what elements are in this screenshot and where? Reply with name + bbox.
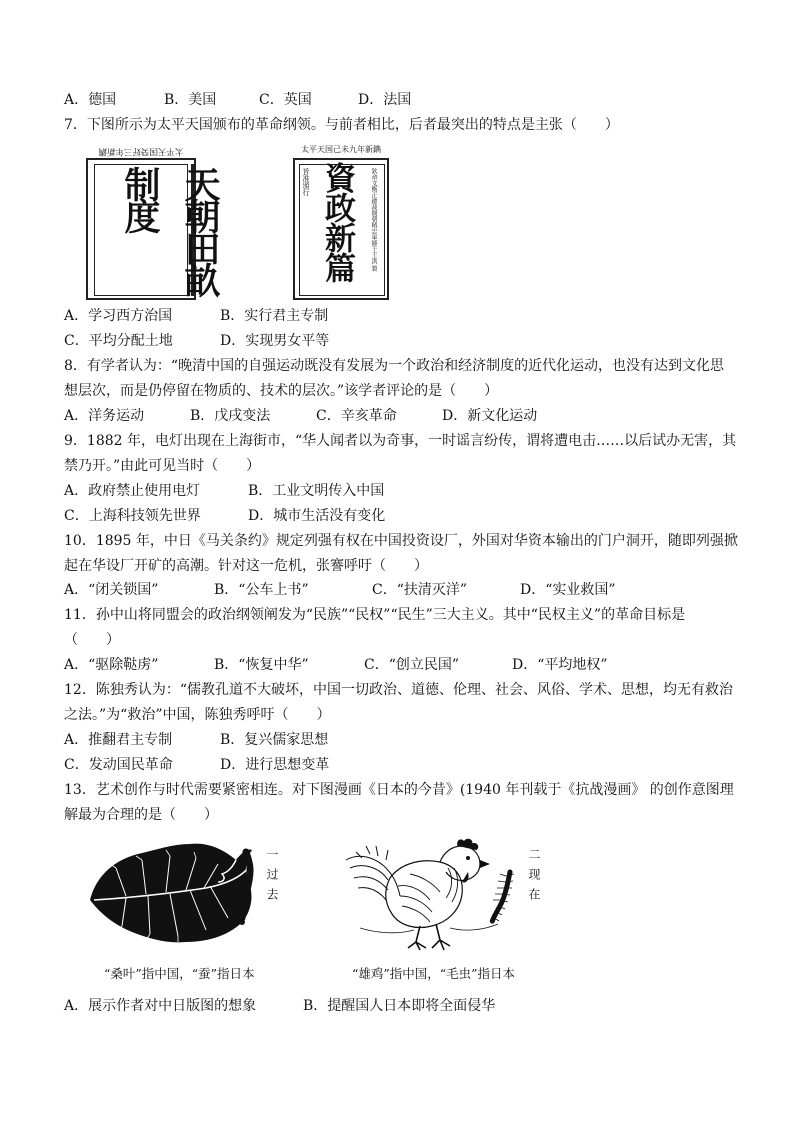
q13-stem-line2: 解最为合理的是（ ） [64, 807, 218, 823]
q11-option-d: D．“平均地权” [512, 657, 608, 673]
panel1-label: 一过去 [265, 848, 279, 908]
q10-option-d: D．“实业救国” [520, 582, 616, 598]
q13-option-a: A．展示作者对中日版图的想象 [64, 998, 257, 1014]
q9-option-b: B．工业文明传入中国 [248, 483, 385, 499]
q12-option-a: A．推翻君主专制 [64, 732, 173, 748]
q8-option-c: C．辛亥革命 [316, 408, 397, 424]
q8-option-b: B．戊戌变法 [190, 408, 271, 424]
q7-option-b: B．实行君主专制 [220, 308, 329, 324]
q7-option-a: A．学习西方治国 [64, 308, 173, 324]
q12-option-c: C．发动国民革命 [64, 757, 173, 773]
q6-option-c: C．英国 [259, 92, 312, 108]
book2-side-right: 欽命文衡正總裁開朝精忠軍師干王洪 製 [370, 168, 377, 272]
q8-stem-line1: 8．有学者认为：“晚清中国的自强运动既没有发展为一个政治和经济制度的近代化运动，也没有达到文化思 [64, 358, 725, 374]
caterpillar-illustration [488, 868, 518, 928]
q13-stem-line1: 13．艺术创作与时代需要紧密相连。对下图漫画《日本的今昔》(1940 年刊载于《抗战漫画》 的创作意图理 [64, 782, 734, 798]
q13-cartoon-panel2 [340, 838, 550, 988]
q9-stem-line1: 9．1882 年，电灯出现在上海街市，“华人闻者以为奇事，一时谣言纷传，谓将遭电击……以后试办无害，其 [64, 433, 737, 449]
q7-option-d: D．实现男女平等 [220, 333, 330, 349]
q8-option-d: D．新文化运动 [442, 408, 538, 424]
rooster-illustration [340, 838, 510, 953]
q12-option-d: D．进行思想变革 [220, 757, 330, 773]
q7-figure-book2 [293, 144, 389, 300]
q8-stem-line2: 想层次，而是仍停留在物质的、技术的层次。”该学者评论的是（ ） [64, 383, 499, 399]
book2-cover [293, 158, 389, 300]
q7-option-c: C．平均分配土地 [64, 333, 173, 349]
q9-option-d: D．城市生活没有变化 [248, 508, 386, 524]
book1-title: 天朝田畝制度 [119, 166, 221, 294]
q11-option-a: A．“驱除鞑虏” [64, 657, 159, 673]
silkworm-illustration [234, 848, 264, 928]
q12-option-b: B．复兴儒家思想 [220, 732, 329, 748]
q10-option-c: C．“扶清灭洋” [372, 582, 468, 598]
q10-stem-line1: 10．1895 年，中日《马关条约》规定列强有权在中国投资设厂，外国对华资本输出的门户洞开，随即列强掀 [64, 533, 738, 549]
book2-header: 太平天国己未九年新鐫 [301, 145, 381, 154]
q11-stem-line1: 11．孙中山将同盟会的政治纲领阐发为“民族”“民权”“民生”三大主义。其中“民权主义”的革命目标是 [64, 607, 686, 623]
q11-stem-line2: （ ） [64, 632, 120, 648]
q6-option-b: B．美国 [164, 92, 217, 108]
q10-option-b: B．“公车上书” [214, 582, 309, 598]
q11-option-b: B．“恢复中华” [214, 657, 309, 673]
q9-option-c: C．上海科技领先世界 [64, 508, 201, 524]
q13-cartoon-panel1 [86, 838, 286, 988]
panel2-label: 二现在 [527, 848, 541, 908]
panel1-caption: “桑叶”指中国，“蚕”指日本 [104, 966, 255, 981]
q7-stem: 7．下图所示为太平天国颁布的革命纲领。与前者相比，后者最突出的特点是主张（ ） [64, 117, 619, 133]
q9-option-a: A．政府禁止使用电灯 [64, 483, 201, 499]
book1-header: 太平天国癸好三年新鐫 [98, 146, 184, 156]
q13-option-b: B．提醒国人日本即将全面侵华 [303, 998, 496, 1014]
q12-stem-line2: 之法。”为“救治”中国，陈独秀呼吁（ ） [64, 707, 331, 723]
q10-option-a: A．“闭关锁国” [64, 582, 159, 598]
q10-stem-line2: 起在华设厂开矿的高潮。针对这一危机，张謇呼吁（ ） [64, 558, 428, 574]
q8-option-a: A．洋务运动 [64, 408, 145, 424]
q11-option-c: C．“创立民国” [364, 657, 460, 673]
panel2-caption: “雄鸡”指中国，“毛虫”指日本 [352, 966, 516, 981]
q7-figure-book1 [86, 144, 221, 300]
q6-option-a: A．德国 [64, 92, 117, 108]
book2-title: 資政新篇 [319, 162, 355, 282]
q6-option-d: D．法国 [358, 92, 412, 108]
q9-stem-line2: 禁乃开。”由此可见当时（ ） [64, 458, 261, 474]
q12-stem-line1: 12．陈独秀认为：“儒教孔道不大破坏，中国一切政治、道德、伦理、社会、风俗、学术、思想，均无有救治 [64, 682, 733, 698]
book1-cover [86, 158, 221, 300]
book2-side-left: 旨准頒行 [302, 168, 310, 196]
